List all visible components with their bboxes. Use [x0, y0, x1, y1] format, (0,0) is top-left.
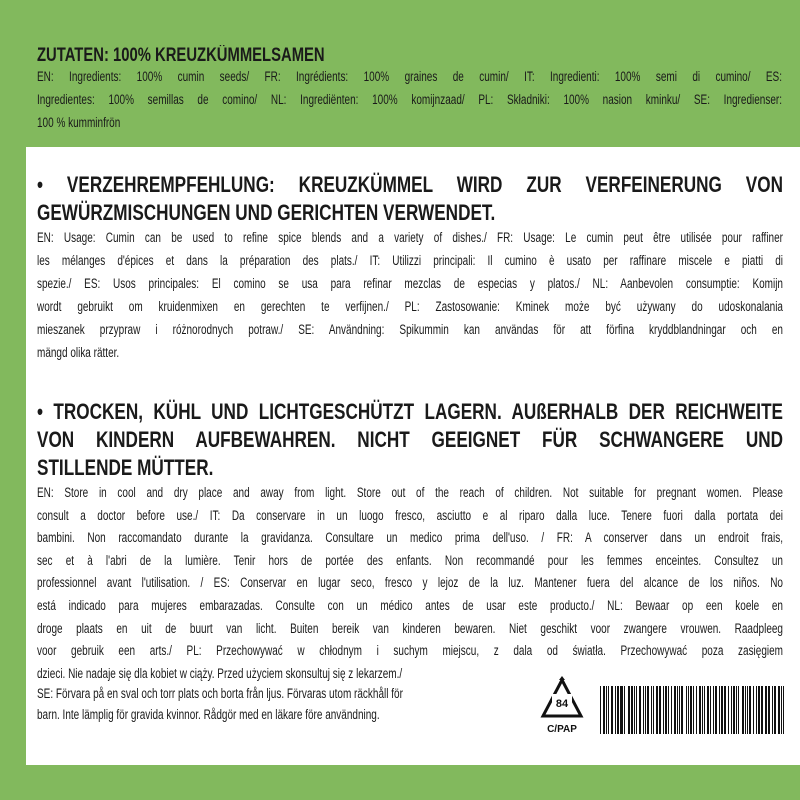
text-line [37, 276, 783, 291]
text-line [37, 553, 783, 568]
text-line [37, 485, 783, 500]
text-line-content: bambini. Non raccomandato durante la gravidanza. Consultare un medico prima dell'uso. / FR: A conserver dans un endroit frais, [37, 530, 783, 546]
text-line-content: wordt gebruikt om kruidenmixen en gerechten te verfijnen./ PL: Zastosowanie: Kminek może być używany do udoskonalania [37, 299, 783, 314]
text-line [37, 686, 527, 701]
text-line-content: barn. Inte lämplig för gravida kvinnor. Rådgör med en läkare före användning. [37, 707, 380, 722]
text-line [37, 530, 783, 545]
text-line-content: GEWÜRZMISCHUNGEN UND GERICHTEN VERWENDET. [37, 200, 496, 225]
text-line [37, 253, 783, 268]
text-line-content: dzieci. Nie nadaje się dla kobiet w ciąży. Przed użyciem skonsultuj się z lekarzem./ [37, 665, 403, 681]
text-line [37, 45, 437, 67]
text-line [37, 69, 782, 84]
text-line [37, 643, 783, 658]
text-line-content: está indicado para mujeres embarazadas. Consulte con un médico antes de usar este producto./ NL: Bewaar op een koele en [37, 598, 783, 613]
text-line [37, 666, 783, 681]
text-line-content: mängd olika rätter. [37, 345, 120, 360]
text-line [37, 115, 782, 130]
text-line-content: consult a doctor before use./ IT: Da conservare in un luogo fresco, asciutto e al riparo dalla luce. Tenere fuori dalla portata dei [37, 507, 783, 523]
text-line [37, 322, 783, 337]
text-line-content: EN: Usage: Cumin can be used to refine spice blends and a variety of dishes./ FR: Usage: Le cumin peut être utilisée pour raffiner [37, 230, 783, 245]
text-line [37, 200, 783, 226]
text-line-content: STILLENDE MÜTTER. [37, 455, 214, 480]
text-line-content: • TROCKEN, KÜHL UND LICHTGESCHÜTZT LAGERN. AUßERHALB DER REICHWEITE [37, 399, 783, 424]
text-line-content: ZUTATEN: 100% KREUZKÜMMELSAMEN [37, 45, 325, 66]
recycling-code: 84 [555, 698, 569, 710]
text-line-content: voor gebruik een arts./ PL: Przechowywać w chłodnym i suchym miejscu, z dala od światła. Przechowywać poza zasięgiem [37, 643, 783, 659]
text-line [37, 707, 527, 722]
text-line-content: sec et à l'abri de la lumière. Tenir hors de portée des enfants. Non recommandé pour les femmes enceintes. Consultez un [37, 552, 783, 568]
text-line-content: droge plaats en uit de buurt van licht. Buiten bereik van kinderen bewaren. Niet geschikt voor zwangere vrouwen. Raadpleeg [37, 620, 783, 636]
text-line-content: SE: Förvara på en sval och torr plats och borta från ljus. Förvaras utom räckhåll för [37, 686, 403, 701]
text-line [37, 427, 783, 453]
text-line-content: Ingredientes: 100% semillas de comino/ NL: Ingrediënten: 100% komijnzaad/ PL: Składniki: 100% nasion kminku/ SE: Ingredienser: [37, 92, 782, 107]
text-line-content: 100 % kumminfrön [37, 115, 121, 130]
text-line [37, 345, 783, 360]
text-line [37, 230, 783, 245]
text-line-content: professionnel avant l'utilisation. / ES: Conservar en lugar seco, fresco y lejoz de la luz. Mantener fuera del alcance de los niños. No [37, 575, 783, 591]
text-line-content: EN: Store in cool and dry place and away from light. Store out of the reach of children. Not suitable for pregnant women. Please [37, 485, 783, 500]
text-line [37, 508, 783, 523]
text-line [37, 299, 783, 314]
text-line [37, 575, 783, 590]
text-line-content: spezie./ ES: Usos principales: El comino se usa para refinar mezclas de especias y platos./ NL: Aanbevolen consumptie: Komijn [37, 276, 783, 291]
text-line [37, 399, 783, 425]
text-line-content: EN: Ingredients: 100% cumin seeds/ FR: Ingrédients: 100% graines de cumin/ IT: Ingredienti: 100% semi di cumino/ ES: [37, 69, 782, 84]
text-line [37, 621, 783, 636]
text-line [37, 92, 782, 107]
text-line-content: les mélanges d'épices et dans la préparation des plats./ IT: Utilizzi principali: Il cumino è usato per raffinare miscele e piatti di [37, 253, 783, 268]
text-line [37, 172, 783, 198]
text-line [37, 598, 783, 613]
recycling-label: C/PAP [547, 724, 577, 735]
text-line-content: mieszanek przypraw i różnorodnych potraw./ SE: Användning: Spikummin kan användas för att förfina kryddblandningar och en [37, 322, 783, 337]
text-line [37, 455, 783, 481]
text-line-content: • VERZEHREMPFEHLUNG: KREUZKÜMMEL WIRD ZUR VERFEINERUNG VON [37, 172, 783, 197]
text-line-content: VON KINDERN AUFBEWAHREN. NICHT GEEIGNET FÜR SCHWANGERE UND [37, 427, 783, 452]
